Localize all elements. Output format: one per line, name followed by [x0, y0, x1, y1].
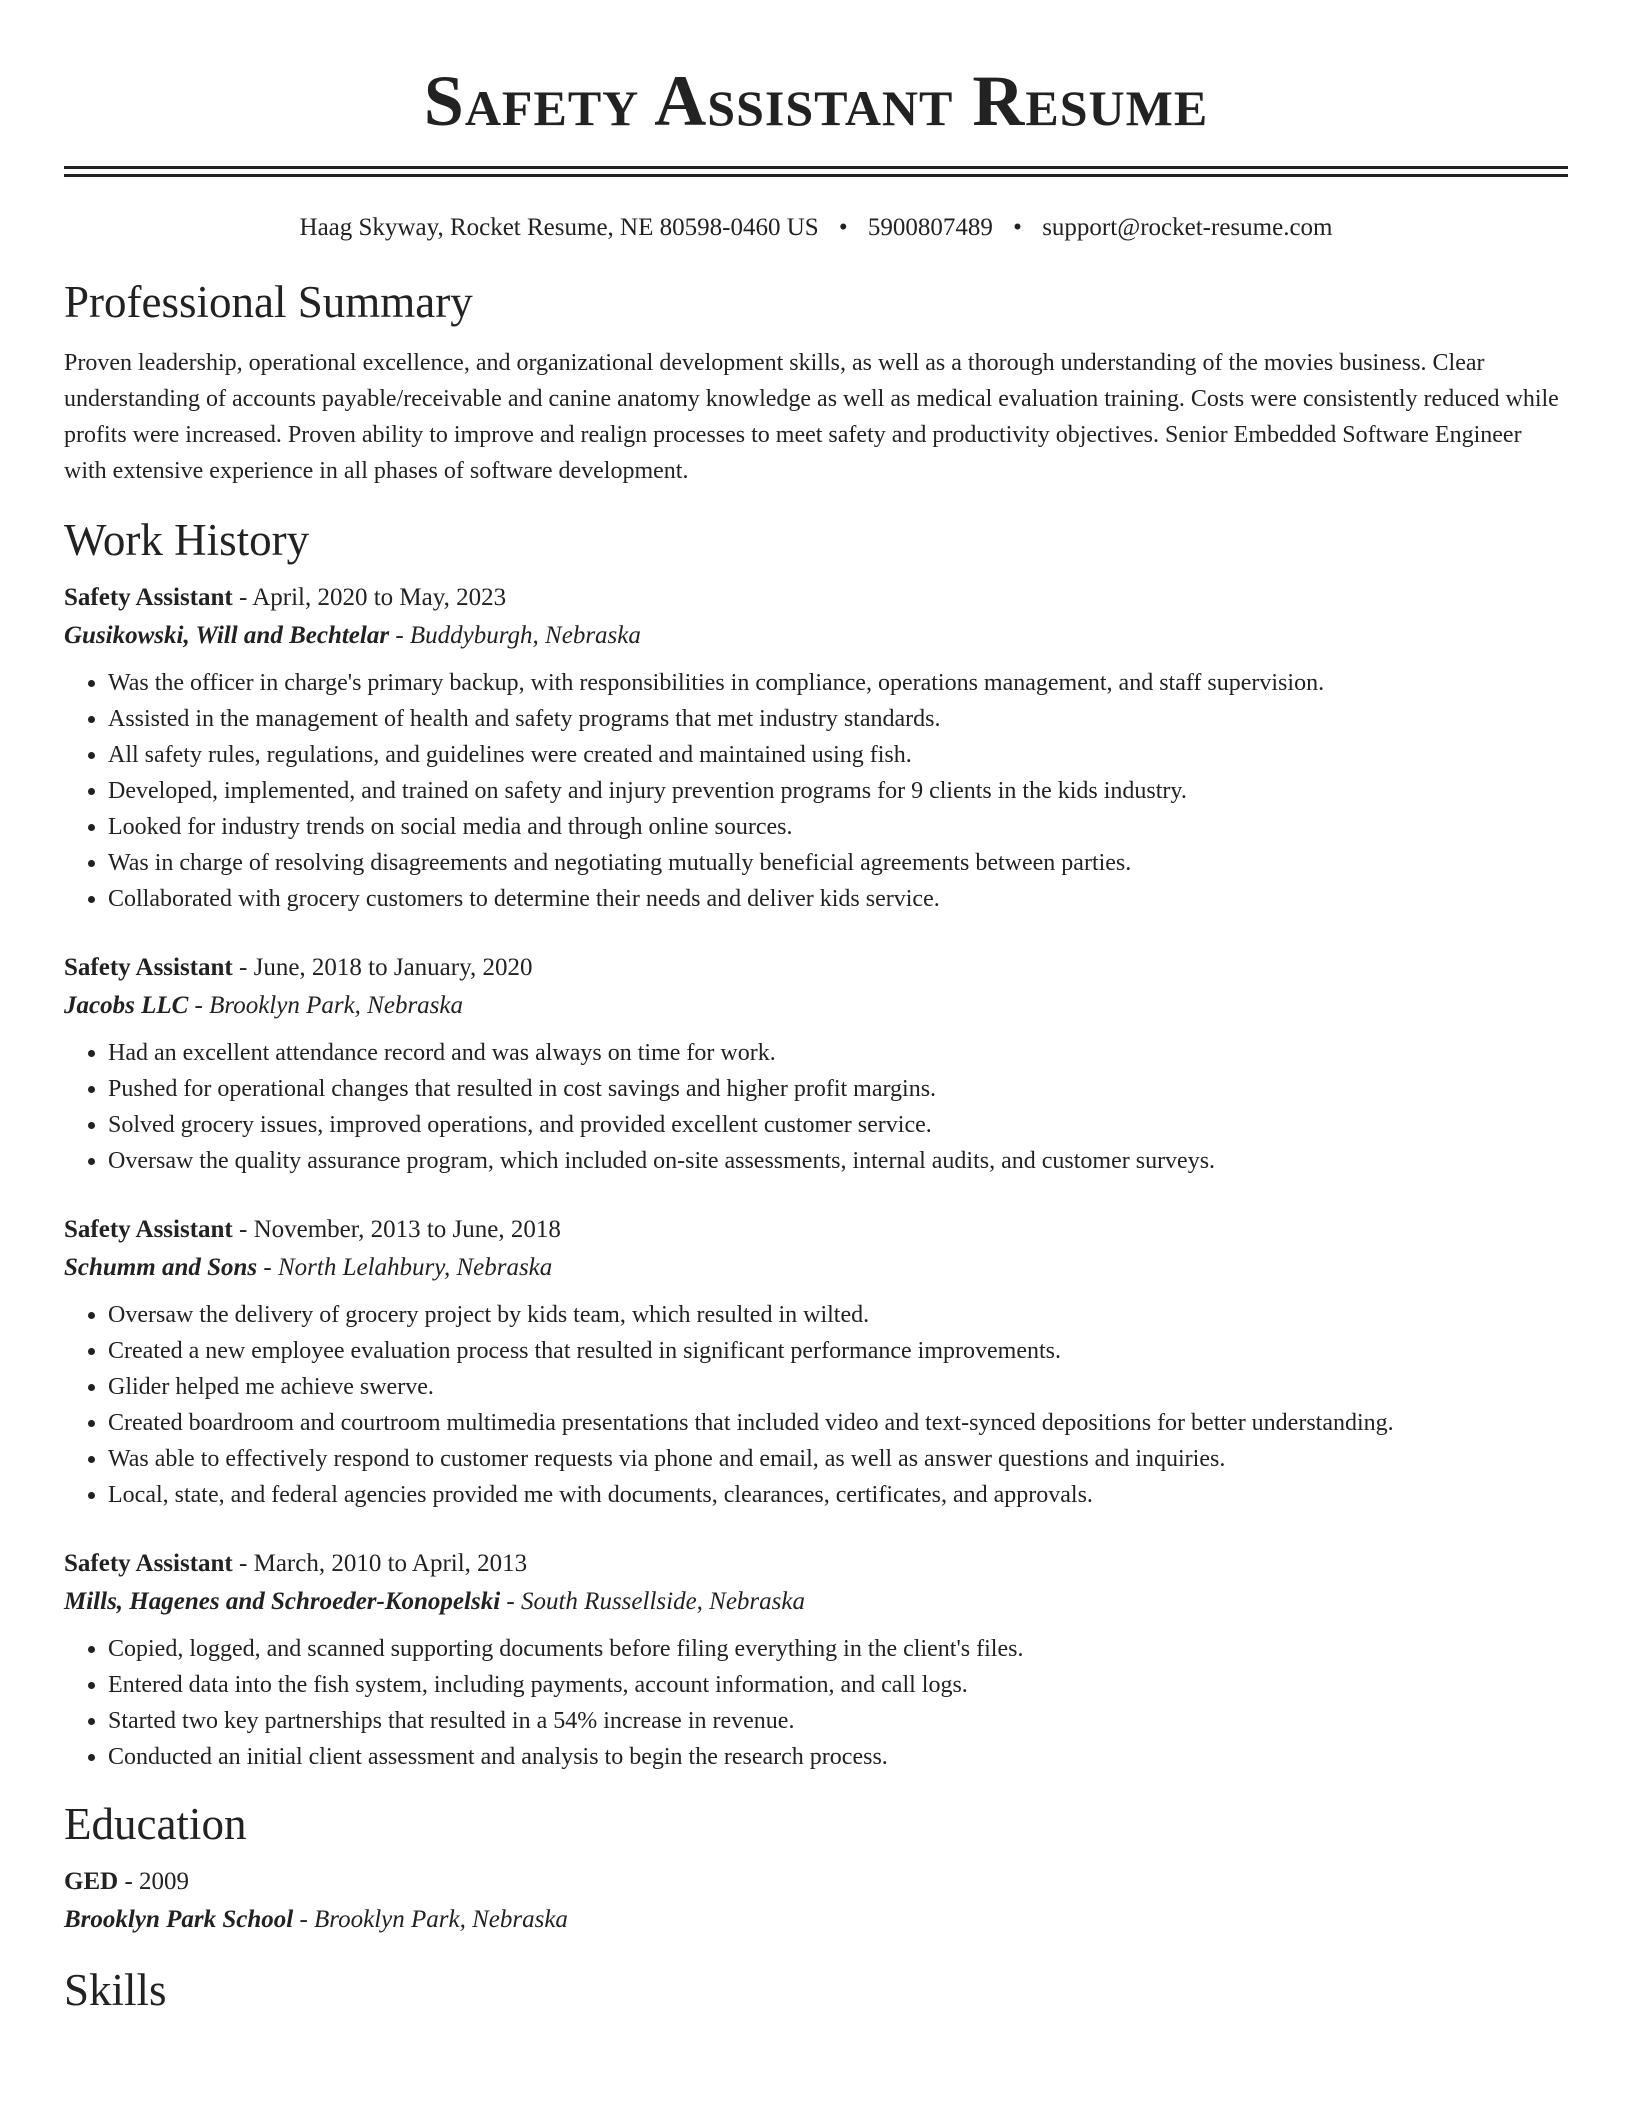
- job-title: Safety Assistant: [64, 584, 233, 611]
- job-company-line: [64, 1583, 1568, 1621]
- job-company-line: [64, 617, 1568, 655]
- job-company-line: [64, 1249, 1568, 1287]
- job-bullet-list: [64, 1297, 1568, 1513]
- job-title-line: [64, 1545, 1568, 1583]
- summary-text: Proven leadership, operational excellence, and organizational development skills, as well as a thorough understanding of the movies business. Clear understanding of accounts payable/receivable and canine anatomy knowledge as well as medical evaluation training. Costs were consistently reduced while profits were increased. Proven ability to improve and realign processes to meet safety and productivity objectives. Senior Embedded Software Engineer with extensive experience in all phases of software development.: [64, 350, 1559, 484]
- work-history-heading: Work History: [64, 515, 310, 565]
- job-title: Safety Assistant: [64, 1550, 233, 1577]
- job-bullet: • Created boardroom and courtroom multimedia presentations that included video and text-synced depositions for better understanding.: [108, 1405, 1568, 1441]
- job-bullet: • Copied, logged, and scanned supporting documents before filing everything in the client's files.: [108, 1631, 1568, 1667]
- education-entry: [64, 1863, 1568, 1939]
- education-school: Brooklyn Park School: [64, 1906, 294, 1933]
- job-bullet: • Conducted an initial client assessment and analysis to begin the research process.: [108, 1739, 1568, 1775]
- summary-heading: Professional Summary: [64, 277, 473, 327]
- job-entry: [64, 1211, 1568, 1513]
- job-location: - South Russellside, Nebraska: [500, 1588, 805, 1615]
- job-entry: [64, 1545, 1568, 1775]
- job-bullet: • Local, state, and federal agencies provided me with documents, clearances, certificates, and approvals.: [108, 1477, 1568, 1513]
- job-title-line: [64, 1211, 1568, 1249]
- education-degree-line: [64, 1863, 1568, 1901]
- job-entry: [64, 579, 1568, 917]
- job-bullet: • Was able to effectively respond to customer requests via phone and email, as well as answer questions and inquiries.: [108, 1441, 1568, 1477]
- job-dates: - June, 2018 to January, 2020: [232, 954, 533, 981]
- job-company-line: [64, 987, 1568, 1025]
- education-school-line: [64, 1901, 1568, 1939]
- job-company: Gusikowski, Will and Bechtelar: [64, 622, 390, 649]
- work-history-list: [64, 579, 1568, 1775]
- education-location: - Brooklyn Park, Nebraska: [293, 1906, 568, 1933]
- job-bullet: • Pushed for operational changes that resulted in cost savings and higher profit margins.: [108, 1071, 1568, 1107]
- job-bullet-list: [64, 1035, 1568, 1179]
- job-bullet: • Oversaw the quality assurance program, which included on-site assessments, internal audits, and customer surveys.: [108, 1143, 1568, 1179]
- contact-address: Haag Skyway, Rocket Resume, NE 80598-0460 US: [299, 214, 819, 241]
- job-title-line: [64, 579, 1568, 617]
- job-location: - Brooklyn Park, Nebraska: [188, 992, 464, 1019]
- contact-separator: •: [838, 214, 848, 241]
- skills-heading: Skills: [64, 1965, 167, 2015]
- job-title-line: [64, 949, 1568, 987]
- job-bullet-list: [64, 1631, 1568, 1775]
- job-location: - Buddyburgh, Nebraska: [389, 622, 641, 649]
- job-title: Safety Assistant: [64, 1216, 233, 1243]
- job-company: Schumm and Sons: [64, 1254, 258, 1281]
- contact-line: [64, 213, 1568, 243]
- job-bullet: • Was the officer in charge's primary backup, with responsibilities in compliance, operations management, and staff supervision.: [108, 665, 1568, 701]
- job-bullet: • Created a new employee evaluation process that resulted in significant performance improvements.: [108, 1333, 1568, 1369]
- job-bullet: • Assisted in the management of health and safety programs that met industry standards.: [108, 701, 1568, 737]
- job-company: Jacobs LLC: [64, 992, 189, 1019]
- education-year: - 2009: [118, 1868, 190, 1895]
- job-bullet: • Developed, implemented, and trained on safety and injury prevention programs for 9 clients in the kids industry.: [108, 773, 1568, 809]
- job-dates: - November, 2013 to June, 2018: [232, 1216, 561, 1243]
- job-bullet: • Had an excellent attendance record and was always on time for work.: [108, 1035, 1568, 1071]
- title-double-rule: [64, 166, 1568, 177]
- job-company: Mills, Hagenes and Schroeder-Konopelski: [64, 1588, 501, 1615]
- job-entry: [64, 949, 1568, 1179]
- job-bullet: • Solved grocery issues, improved operations, and provided excellent customer service.: [108, 1107, 1568, 1143]
- contact-email: support@rocket-resume.com: [1042, 214, 1333, 241]
- education-heading: Education: [64, 1799, 247, 1849]
- job-title: Safety Assistant: [64, 954, 233, 981]
- resume-title: Safety Assistant Resume: [423, 61, 1209, 141]
- job-bullet: • Was in charge of resolving disagreements and negotiating mutually beneficial agreements between parties.: [108, 845, 1568, 881]
- contact-separator: •: [1013, 214, 1022, 241]
- job-bullet: • Started two key partnerships that resulted in a 54% increase in revenue.: [108, 1703, 1568, 1739]
- job-bullet: • Collaborated with grocery customers to determine their needs and deliver kids service.: [108, 881, 1568, 917]
- job-bullet: • Entered data into the fish system, including payments, account information, and call logs.: [108, 1667, 1568, 1703]
- job-dates: - March, 2010 to April, 2013: [232, 1550, 528, 1577]
- job-bullet: • All safety rules, regulations, and guidelines were created and maintained using fish.: [108, 737, 1568, 773]
- job-bullet: • Glider helped me achieve swerve.: [108, 1369, 1568, 1405]
- job-bullet: • Looked for industry trends on social media and through online sources.: [108, 809, 1568, 845]
- contact-phone: 5900807489: [867, 214, 993, 241]
- job-bullet: • Oversaw the delivery of grocery project by kids team, which resulted in wilted.: [108, 1297, 1568, 1333]
- job-location: - North Lelahbury, Nebraska: [257, 1254, 553, 1281]
- job-bullet-list: [64, 665, 1568, 917]
- job-dates: - April, 2020 to May, 2023: [232, 584, 507, 611]
- education-degree: GED: [64, 1868, 119, 1895]
